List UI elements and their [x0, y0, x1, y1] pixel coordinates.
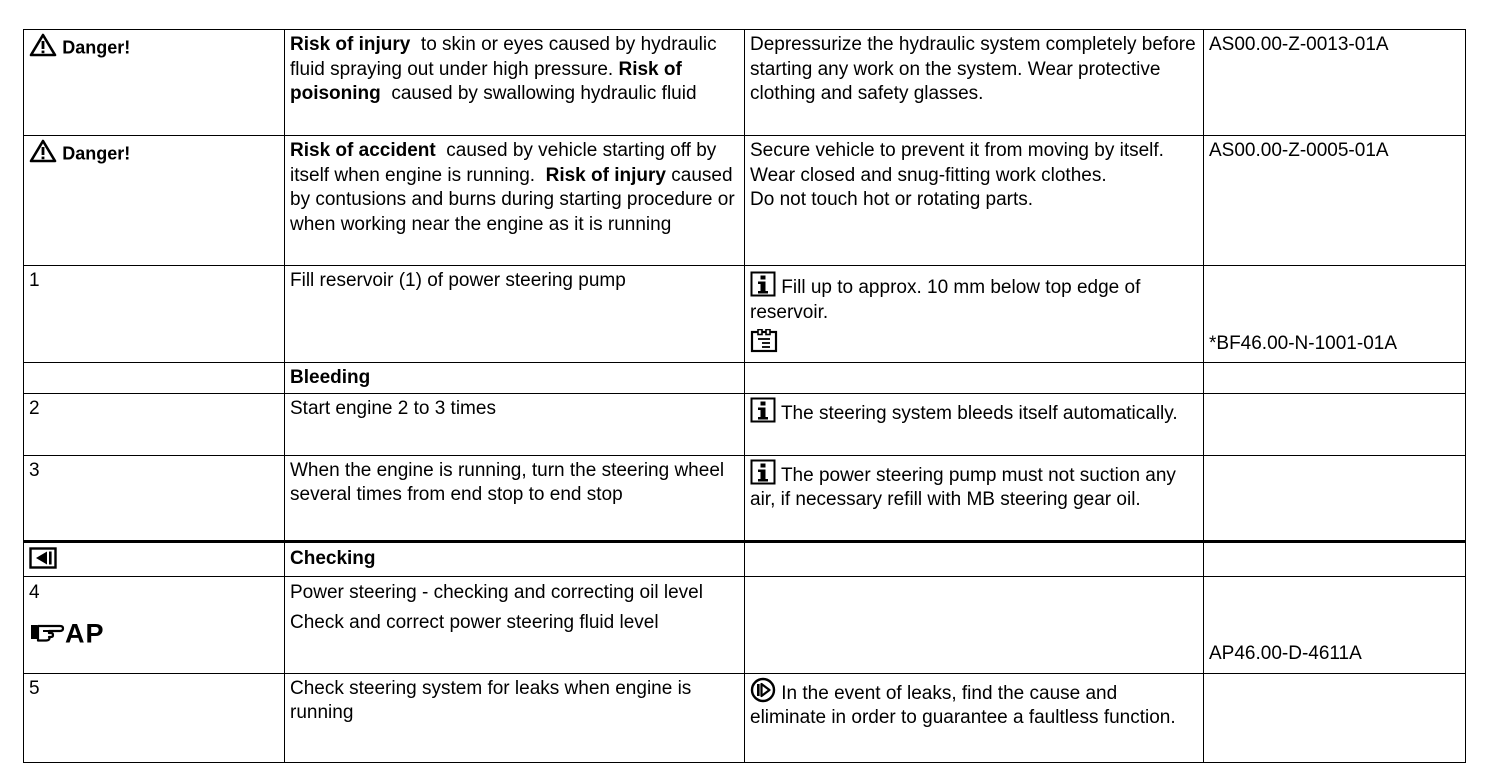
warning-triangle-icon	[29, 139, 57, 163]
danger-label: Danger!	[62, 143, 131, 164]
instruction-text: Fill reservoir (1) of power steering pump	[290, 270, 626, 291]
note-cell	[745, 30, 1204, 136]
reference-cell	[1204, 673, 1466, 762]
procedure-table	[23, 29, 1466, 763]
step-cell	[24, 393, 285, 455]
step-number: 2	[29, 397, 40, 419]
info-i-icon	[750, 271, 776, 297]
info-text: The power steering pump must not suction any air, if necessary refill with MB steering gear oil.	[750, 464, 1176, 510]
ap-label: AP	[65, 618, 105, 649]
reference-cell	[1204, 363, 1466, 394]
table-row	[24, 455, 1466, 541]
reference-cell	[1204, 455, 1466, 541]
info-text: The steering system bleeds itself automatically.	[780, 402, 1178, 424]
info-text: Fill up to approx. 10 mm below top edge of reservoir.	[750, 277, 1141, 323]
note-cell	[745, 136, 1204, 266]
instruction-cell	[285, 455, 745, 541]
info-i-icon	[750, 397, 776, 423]
warning-triangle-icon	[29, 33, 57, 57]
reference-cell	[1204, 576, 1466, 673]
instruction-text: Start engine 2 to 3 times	[290, 397, 496, 419]
note-cell	[745, 266, 1204, 363]
reference-code: AS00.00-Z-0013-01A	[1209, 34, 1389, 55]
info-i-icon	[750, 459, 776, 485]
step-cell	[24, 455, 285, 541]
section-heading-cell	[285, 541, 745, 576]
note-cell	[745, 673, 1204, 762]
step-number: 5	[29, 677, 40, 699]
circle-arrow-note-icon	[750, 677, 776, 703]
note-line: Do not touch hot or rotating parts.	[750, 189, 1034, 210]
table-row	[24, 673, 1466, 762]
risk-text: caused by swallowing hydraulic fluid	[380, 83, 697, 104]
instruction-cell	[285, 266, 745, 363]
note-text: In the event of leaks, find the cause and eliminate in order to guarantee a faultless function.	[750, 682, 1176, 728]
table-row	[24, 30, 1466, 136]
section-heading: Bleeding	[290, 367, 371, 388]
instruction-cell	[285, 576, 745, 673]
reference-code: AP46.00-D-4611A	[1209, 643, 1362, 664]
note-text: Depressurize the hydraulic system completely before starting any work on the system. Wear protective clothing and safety glasses.	[750, 34, 1196, 104]
reference-code: *BF46.00-N-1001-01A	[1209, 332, 1397, 354]
instruction-cell	[285, 136, 745, 266]
risk-text: caused by contusions and burns during starting procedure or when working near the engine as it is running	[290, 164, 735, 235]
reference-cell	[1204, 136, 1466, 266]
step-cell	[24, 136, 285, 266]
section-heading: Checking	[290, 548, 376, 570]
table-row	[24, 363, 1466, 394]
pointing-hand-icon	[29, 619, 65, 643]
risk-text: to skin or eyes caused by hydraulic fluid spraying out under high pressure.	[290, 34, 722, 80]
risk-label: Risk of poisoning	[290, 58, 682, 104]
risk-label: Risk of injury	[290, 34, 411, 55]
table-row	[24, 541, 1466, 576]
step-number: 4	[29, 581, 40, 603]
instruction-cell	[285, 673, 745, 762]
note-cell	[745, 363, 1204, 394]
step-cell	[24, 266, 285, 363]
risk-label: Risk of injury	[545, 164, 666, 186]
table-row	[24, 393, 1466, 455]
note-line: Secure vehicle to prevent it from moving by itself.	[750, 140, 1164, 161]
risk-label: Risk of accident	[290, 140, 436, 161]
step-number: 3	[29, 459, 40, 481]
reference-cell	[1204, 393, 1466, 455]
instruction-cell	[285, 30, 745, 136]
step-cell	[24, 541, 285, 576]
note-cell	[745, 455, 1204, 541]
step-cell	[24, 576, 285, 673]
risk-text: caused by vehicle starting off by itself when engine is running.	[290, 140, 722, 186]
note-cell	[745, 541, 1204, 576]
spec-sheet-icon	[750, 329, 778, 353]
step-cell	[24, 673, 285, 762]
step-number: 1	[29, 270, 40, 291]
reference-cell	[1204, 30, 1466, 136]
note-cell	[745, 576, 1204, 673]
reference-cell	[1204, 541, 1466, 576]
table-row	[24, 266, 1466, 363]
step-cell	[24, 363, 285, 394]
table-row	[24, 136, 1466, 266]
reference-cell	[1204, 266, 1466, 363]
table-row	[24, 576, 1466, 673]
note-line: Wear closed and snug-fitting work clothes.	[750, 164, 1107, 186]
reference-code: AS00.00-Z-0005-01A	[1209, 140, 1389, 161]
instruction-text: When the engine is running, turn the steering wheel several times from end stop to end stop	[290, 459, 725, 505]
section-heading-cell	[285, 363, 745, 394]
checking-flag-icon	[29, 547, 57, 569]
step-cell	[24, 30, 285, 136]
instruction-cell	[285, 393, 745, 455]
instruction-text: Power steering - checking and correcting oil level	[290, 581, 703, 603]
danger-label: Danger!	[62, 37, 131, 58]
note-cell	[745, 393, 1204, 455]
instruction-text: Check steering system for leaks when engine is running	[290, 677, 692, 723]
instruction-text: Check and correct power steering fluid level	[290, 612, 659, 633]
